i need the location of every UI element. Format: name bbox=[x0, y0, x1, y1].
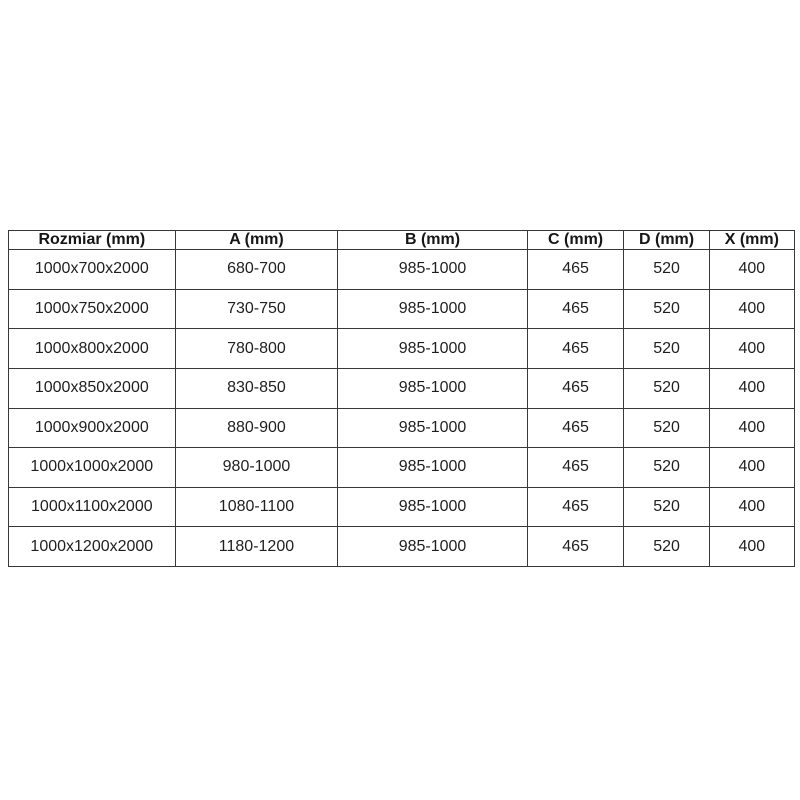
cell-c: 465 bbox=[527, 329, 624, 369]
table-header-row bbox=[9, 231, 795, 250]
table-row bbox=[9, 527, 795, 567]
column-header-c: C (mm) bbox=[527, 231, 624, 250]
cell-d: 520 bbox=[624, 329, 709, 369]
cell-c: 465 bbox=[527, 527, 624, 567]
cell-b: 985-1000 bbox=[338, 408, 527, 448]
cell-c: 465 bbox=[527, 289, 624, 329]
cell-d: 520 bbox=[624, 487, 709, 527]
cell-c: 465 bbox=[527, 487, 624, 527]
cell-x: 400 bbox=[709, 368, 794, 408]
table-row bbox=[9, 448, 795, 488]
cell-a: 830-850 bbox=[175, 368, 338, 408]
cell-c: 465 bbox=[527, 368, 624, 408]
cell-d: 520 bbox=[624, 408, 709, 448]
cell-a: 730-750 bbox=[175, 289, 338, 329]
cell-rozmiar: 1000x800x2000 bbox=[9, 329, 176, 369]
cell-x: 400 bbox=[709, 527, 794, 567]
table-row bbox=[9, 487, 795, 527]
size-spec-table bbox=[8, 230, 795, 567]
cell-rozmiar: 1000x1200x2000 bbox=[9, 527, 176, 567]
cell-b: 985-1000 bbox=[338, 527, 527, 567]
column-header-b: B (mm) bbox=[338, 231, 527, 250]
cell-x: 400 bbox=[709, 448, 794, 488]
cell-d: 520 bbox=[624, 527, 709, 567]
cell-rozmiar: 1000x1000x2000 bbox=[9, 448, 176, 488]
cell-a: 980-1000 bbox=[175, 448, 338, 488]
cell-d: 520 bbox=[624, 289, 709, 329]
cell-b: 985-1000 bbox=[338, 368, 527, 408]
table-row bbox=[9, 368, 795, 408]
cell-d: 520 bbox=[624, 448, 709, 488]
table-row bbox=[9, 408, 795, 448]
cell-b: 985-1000 bbox=[338, 329, 527, 369]
cell-b: 985-1000 bbox=[338, 448, 527, 488]
cell-b: 985-1000 bbox=[338, 250, 527, 290]
cell-a: 880-900 bbox=[175, 408, 338, 448]
cell-x: 400 bbox=[709, 289, 794, 329]
column-header-a: A (mm) bbox=[175, 231, 338, 250]
table-row bbox=[9, 289, 795, 329]
column-header-d: D (mm) bbox=[624, 231, 709, 250]
table-row bbox=[9, 329, 795, 369]
cell-a: 1180-1200 bbox=[175, 527, 338, 567]
cell-c: 465 bbox=[527, 408, 624, 448]
cell-x: 400 bbox=[709, 329, 794, 369]
cell-c: 465 bbox=[527, 250, 624, 290]
cell-x: 400 bbox=[709, 408, 794, 448]
cell-a: 780-800 bbox=[175, 329, 338, 369]
cell-c: 465 bbox=[527, 448, 624, 488]
cell-rozmiar: 1000x750x2000 bbox=[9, 289, 176, 329]
cell-a: 1080-1100 bbox=[175, 487, 338, 527]
cell-b: 985-1000 bbox=[338, 289, 527, 329]
cell-rozmiar: 1000x850x2000 bbox=[9, 368, 176, 408]
cell-x: 400 bbox=[709, 487, 794, 527]
cell-x: 400 bbox=[709, 250, 794, 290]
cell-a: 680-700 bbox=[175, 250, 338, 290]
cell-rozmiar: 1000x900x2000 bbox=[9, 408, 176, 448]
cell-d: 520 bbox=[624, 250, 709, 290]
column-header-rozmiar: Rozmiar (mm) bbox=[9, 231, 176, 250]
cell-b: 985-1000 bbox=[338, 487, 527, 527]
cell-d: 520 bbox=[624, 368, 709, 408]
table-row bbox=[9, 250, 795, 290]
column-header-x: X (mm) bbox=[709, 231, 794, 250]
cell-rozmiar: 1000x700x2000 bbox=[9, 250, 176, 290]
cell-rozmiar: 1000x1100x2000 bbox=[9, 487, 176, 527]
